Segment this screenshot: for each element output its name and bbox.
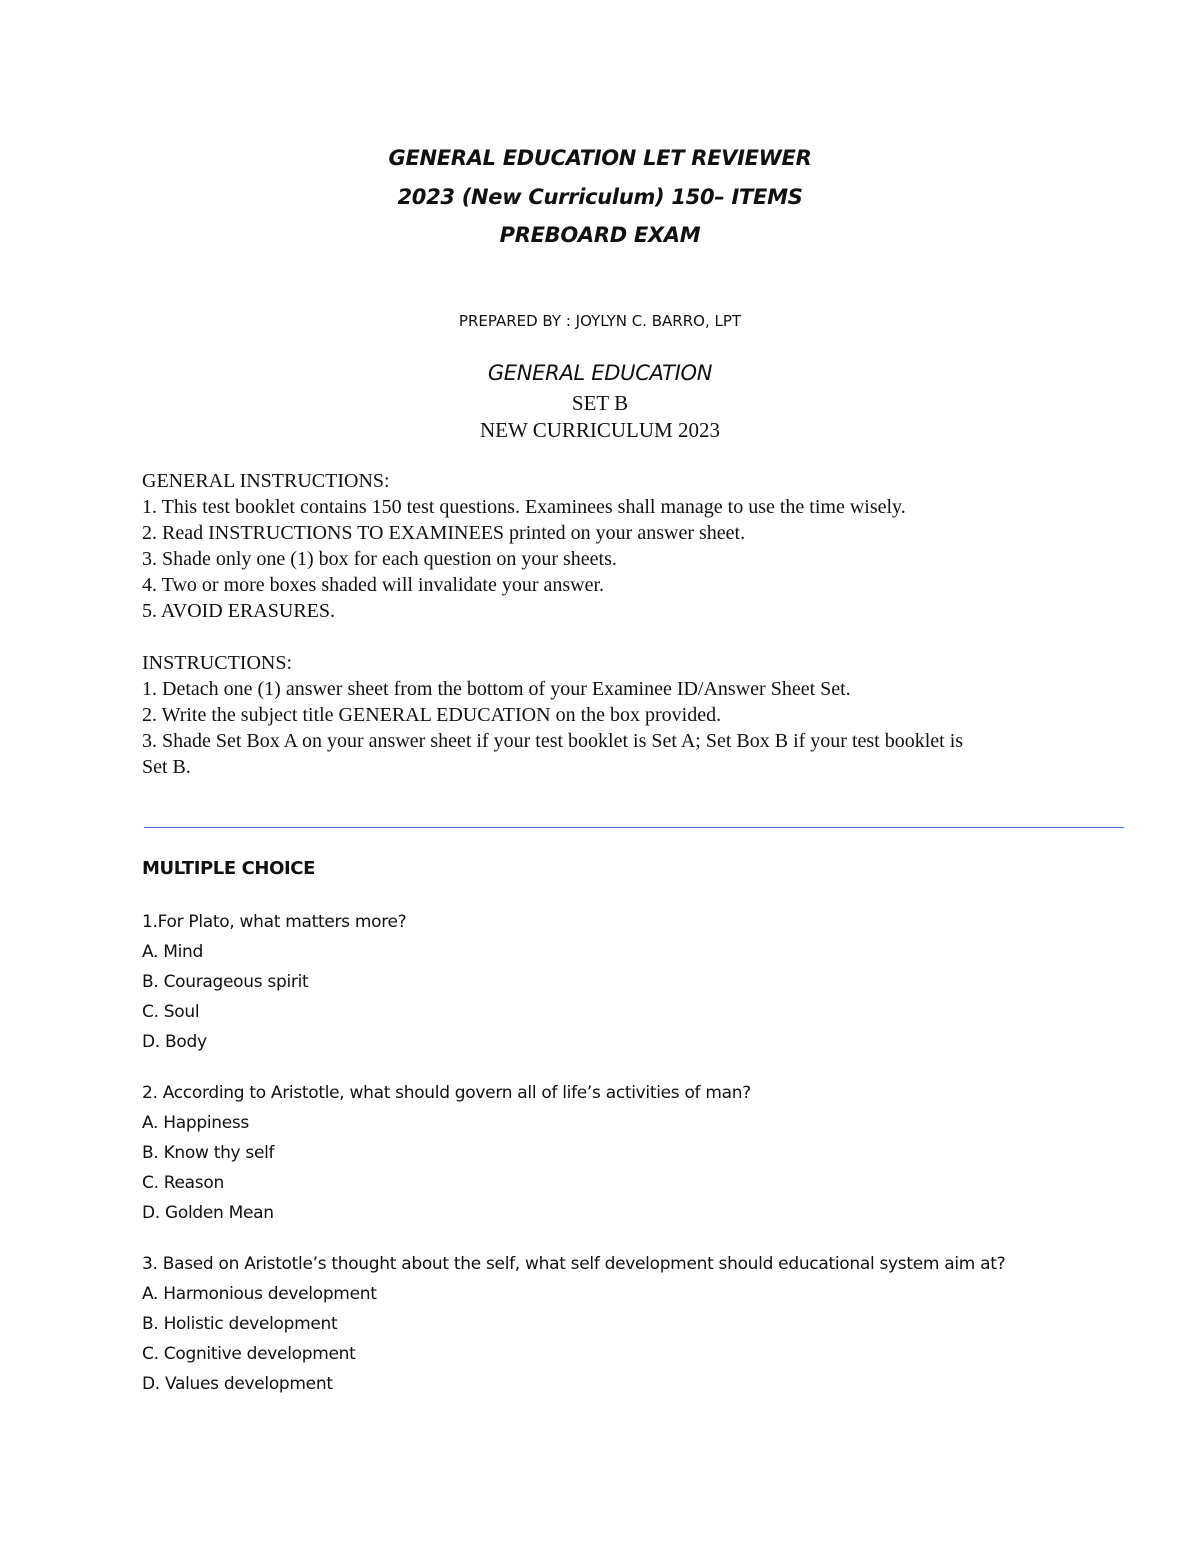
instruction-item: 2. Write the subject title GENERAL EDUCATION on the box provided.	[142, 704, 722, 726]
subject-heading: GENERAL EDUCATION	[487, 361, 713, 385]
question-stem: 1.For Plato, what matters more?	[142, 912, 407, 932]
section-title: MULTIPLE CHOICE	[142, 858, 315, 879]
question-3	[142, 1249, 1142, 1399]
answer-choice: B. Know thy self	[142, 1143, 275, 1163]
general-instruction-item: 2. Read INSTRUCTIONS TO EXAMINEES printed on your answer sheet.	[142, 522, 746, 544]
title-line-2: 2023 (New Curriculum) 150– ITEMS	[397, 185, 803, 209]
answer-choice: A. Happiness	[142, 1113, 249, 1133]
title-line-3: PREBOARD EXAM	[499, 223, 701, 247]
prepared-by: PREPARED BY : JOYLYN C. BARRO, LPT	[458, 312, 742, 330]
question-2	[142, 1078, 1142, 1228]
answer-choice: C. Reason	[142, 1173, 224, 1193]
answer-choice: C. Cognitive development	[142, 1344, 356, 1364]
question-stem: 3. Based on Aristotle’s thought about the self, what self development should educational system aim at?	[142, 1254, 1006, 1274]
instruction-item: 3. Shade Set Box A on your answer sheet if your test booklet is Set A; Set Box B if your test booklet is Set B.	[142, 730, 964, 778]
answer-choice: D. Values development	[142, 1374, 333, 1394]
answer-choice: D. Body	[142, 1032, 207, 1052]
question-stem: 2. According to Aristotle, what should govern all of life’s activities of man?	[142, 1083, 751, 1103]
set-label: SET B	[571, 391, 629, 415]
answer-choice: A. Harmonious development	[142, 1284, 377, 1304]
answer-choice: A. Mind	[142, 942, 203, 962]
answer-choice: C. Soul	[142, 1002, 200, 1022]
curriculum-label: NEW CURRICULUM 2023	[480, 418, 720, 442]
section-divider	[144, 827, 1124, 828]
general-instruction-item: 3. Shade only one (1) box for each question on your sheets.	[142, 548, 617, 570]
question-1	[142, 907, 1142, 1057]
general-instruction-item: 1. This test booklet contains 150 test questions. Examinees shall manage to use the time wisely.	[142, 496, 906, 518]
answer-choice: B. Courageous spirit	[142, 972, 309, 992]
answer-choice: D. Golden Mean	[142, 1203, 274, 1223]
general-instruction-item: 4. Two or more boxes shaded will invalidate your answer.	[142, 574, 605, 596]
answer-choice: B. Holistic development	[142, 1314, 338, 1334]
instructions-heading: INSTRUCTIONS:	[142, 652, 293, 674]
general-instructions	[142, 468, 1042, 624]
general-instructions-heading: GENERAL INSTRUCTIONS:	[142, 470, 390, 492]
instruction-item: 1. Detach one (1) answer sheet from the bottom of your Examinee ID/Answer Sheet Set.	[142, 678, 851, 700]
general-instruction-item: 5. AVOID ERASURES.	[142, 600, 335, 622]
title-line-1: GENERAL EDUCATION LET REVIEWER	[388, 146, 812, 170]
instructions	[142, 650, 992, 780]
